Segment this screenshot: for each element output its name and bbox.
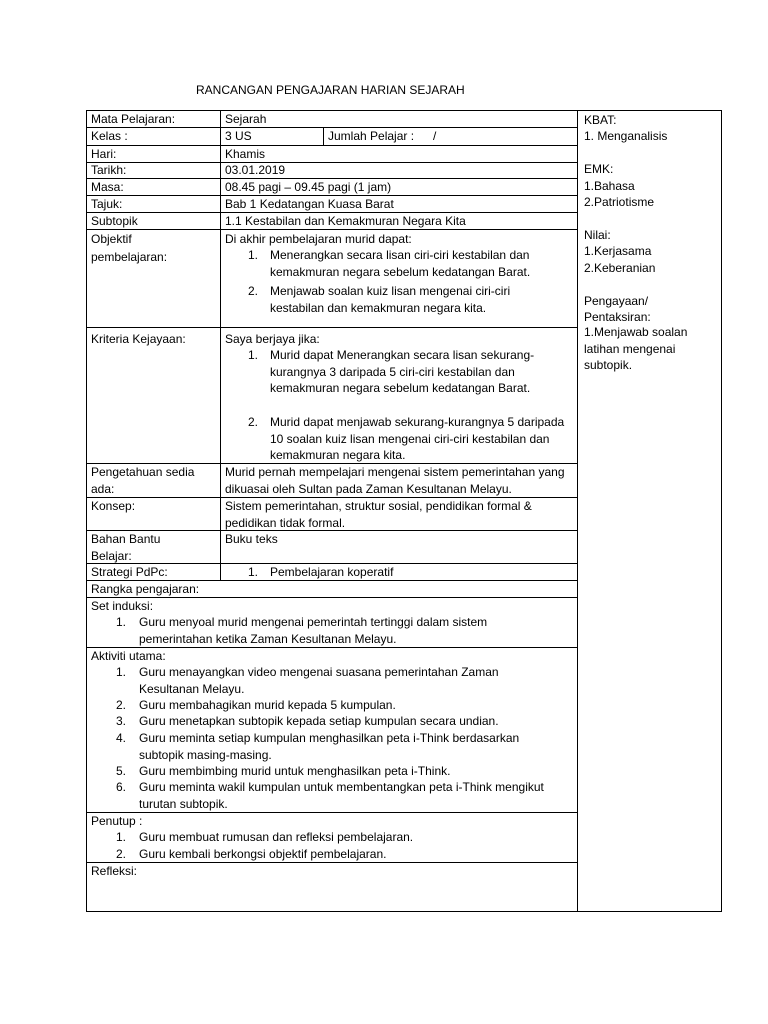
kriteria-item-1: Murid dapat Menerangkan secara lisan sekurang-kurangnya 3 daripada 5 ciri-ciri kestabilan dan kemakmuran negara sebelum kedatangan Barat.	[270, 348, 535, 395]
value-strategi: Pembelajaran koperatif	[270, 565, 394, 579]
value-subtopik: 1.1 Kestabilan dan Kemakmuran Negara Kita	[225, 214, 466, 228]
aktiviti-item-2: Guru membahagikan murid kepada 5 kumpulan.	[139, 698, 396, 712]
label-tajuk: Tajuk:	[91, 197, 123, 211]
aktiviti-num-2: 2.	[116, 698, 127, 712]
label-subtopik: Subtopik	[91, 214, 138, 228]
label-jumlah-pelajar: Jumlah Pelajar :	[328, 129, 415, 143]
sidebar-pengayaan-label-2: Pentaksiran:	[584, 310, 651, 324]
sidebar-nilai-item-2: 2.Keberanian	[584, 261, 656, 275]
aktiviti-item-4: Guru meminta setiap kumpulan menghasilkan peta i-Think berdasarkan subtopik masing-masing.	[139, 731, 520, 762]
sidebar-kbat-item: 1. Menganalisis	[584, 129, 668, 143]
aktiviti-num-6: 6.	[116, 780, 127, 794]
kriteria-num-2: 2.	[248, 415, 259, 429]
set-induksi-item-1: Guru menyoal murid mengenai pemerintah tertinggi dalam sistem pemerintahan ketika Zaman Kesultanan Melayu.	[139, 615, 488, 646]
sidebar-emk-item-1: 1.Bahasa	[584, 179, 635, 193]
label-refleksi: Refleksi:	[91, 864, 138, 878]
objektif-item-1: Menerangkan secara lisan ciri-ciri kestabilan dan kemakmuran negara sebelum kedatangan Barat.	[270, 248, 531, 279]
penutup-num-2: 2.	[116, 847, 127, 861]
value-masa: 08.45 pagi – 09.45 pagi (1 jam)	[225, 180, 392, 194]
aktiviti-item-3: Guru menetapkan subtopik kepada setiap kumpulan secara undian.	[139, 714, 499, 728]
objektif-intro: Di akhir pembelajaran murid dapat:	[225, 232, 412, 246]
label-konsep: Konsep:	[91, 499, 136, 513]
sidebar-emk-label: EMK:	[584, 162, 614, 176]
kriteria-intro: Saya berjaya jika:	[225, 332, 320, 346]
sidebar-emk-item-2: 2.Patriotisme	[584, 195, 655, 209]
objektif-num-2: 2.	[248, 284, 259, 298]
value-pengetahuan: Murid pernah mempelajari mengenai sistem pemerintahan yang dikuasai oleh Sultan pada Zaman Kesultanan Melayu.	[225, 465, 565, 496]
label-aktiviti: Aktiviti utama:	[91, 649, 166, 663]
kriteria-num-1: 1.	[248, 348, 259, 362]
aktiviti-item-1: Guru menayangkan video mengenai suasana pemerintahan Zaman Kesultanan Melayu.	[139, 665, 499, 696]
label-rangka: Rangka pengajaran:	[91, 582, 200, 596]
value-jumlah-pelajar: /	[433, 129, 437, 143]
sidebar-pengayaan-label-1: Pengayaan/	[584, 294, 649, 308]
value-konsep: Sistem pemerintahan, struktur sosial, pendidikan formal & pedidikan tidak formal.	[225, 499, 532, 530]
aktiviti-num-5: 5.	[116, 764, 127, 778]
strategi-num: 1.	[248, 565, 259, 579]
aktiviti-num-1: 1.	[116, 665, 127, 679]
objektif-item-2: Menjawab soalan kuiz lisan mengenai ciri-ciri kestabilan dan kemakmuran negara kita.	[270, 284, 511, 315]
sidebar-kbat-label: KBAT:	[584, 113, 617, 127]
label-kelas: Kelas :	[91, 129, 128, 143]
kriteria-item-2: Murid dapat menjawab sekurang-kurangnya 5 daripada 10 soalan kuiz lisan mengenai ciri-ciri kestabilan dan kemakmuran negara kita.	[270, 415, 565, 462]
sidebar-pengayaan-text: 1.Menjawab soalan latihan mengenai subtopik.	[584, 325, 688, 372]
label-pembelajaran: pembelajaran:	[91, 250, 168, 264]
label-mata-pelajaran: Mata Pelajaran:	[91, 112, 176, 126]
label-penutup: Penutup :	[91, 814, 143, 828]
value-hari: Khamis	[225, 147, 266, 161]
set-induksi-num-1: 1.	[116, 615, 127, 629]
page-title: RANCANGAN PENGAJARAN HARIAN SEJARAH	[196, 83, 465, 97]
label-set-induksi: Set induksi:	[91, 599, 154, 613]
value-mata-pelajaran: Sejarah	[225, 112, 267, 126]
sidebar-nilai-item-1: 1.Kerjasama	[584, 244, 652, 258]
label-objektif: Objektif	[91, 232, 132, 246]
aktiviti-item-5: Guru membimbing murid untuk menghasilkan peta i-Think.	[139, 764, 451, 778]
aktiviti-num-3: 3.	[116, 714, 127, 728]
label-pengetahuan: Pengetahuan sedia ada:	[91, 465, 195, 496]
label-masa: Masa:	[91, 180, 124, 194]
penutup-item-2: Guru kembali berkongsi objektif pembelajaran.	[139, 847, 387, 861]
value-bahan-bantu: Buku teks	[225, 532, 278, 546]
label-strategi: Strategi PdPc:	[91, 565, 168, 579]
label-hari: Hari:	[91, 147, 117, 161]
penutup-num-1: 1.	[116, 830, 127, 844]
label-bahan-bantu: Bahan Bantu Belajar:	[91, 532, 161, 563]
label-tarikh: Tarikh:	[91, 163, 127, 177]
sidebar-nilai-label: Nilai:	[584, 228, 611, 242]
value-kelas: 3 US	[225, 129, 252, 143]
penutup-item-1: Guru membuat rumusan dan refleksi pembelajaran.	[139, 830, 414, 844]
value-tarikh: 03.01.2019	[225, 163, 286, 177]
aktiviti-num-4: 4.	[116, 731, 127, 745]
label-kriteria: Kriteria Kejayaan:	[91, 332, 186, 346]
objektif-num-1: 1.	[248, 248, 259, 262]
aktiviti-item-6: Guru meminta wakil kumpulan untuk membentangkan peta i-Think mengikut turutan subtopik.	[139, 780, 544, 811]
value-tajuk: Bab 1 Kedatangan Kuasa Barat	[225, 197, 394, 211]
